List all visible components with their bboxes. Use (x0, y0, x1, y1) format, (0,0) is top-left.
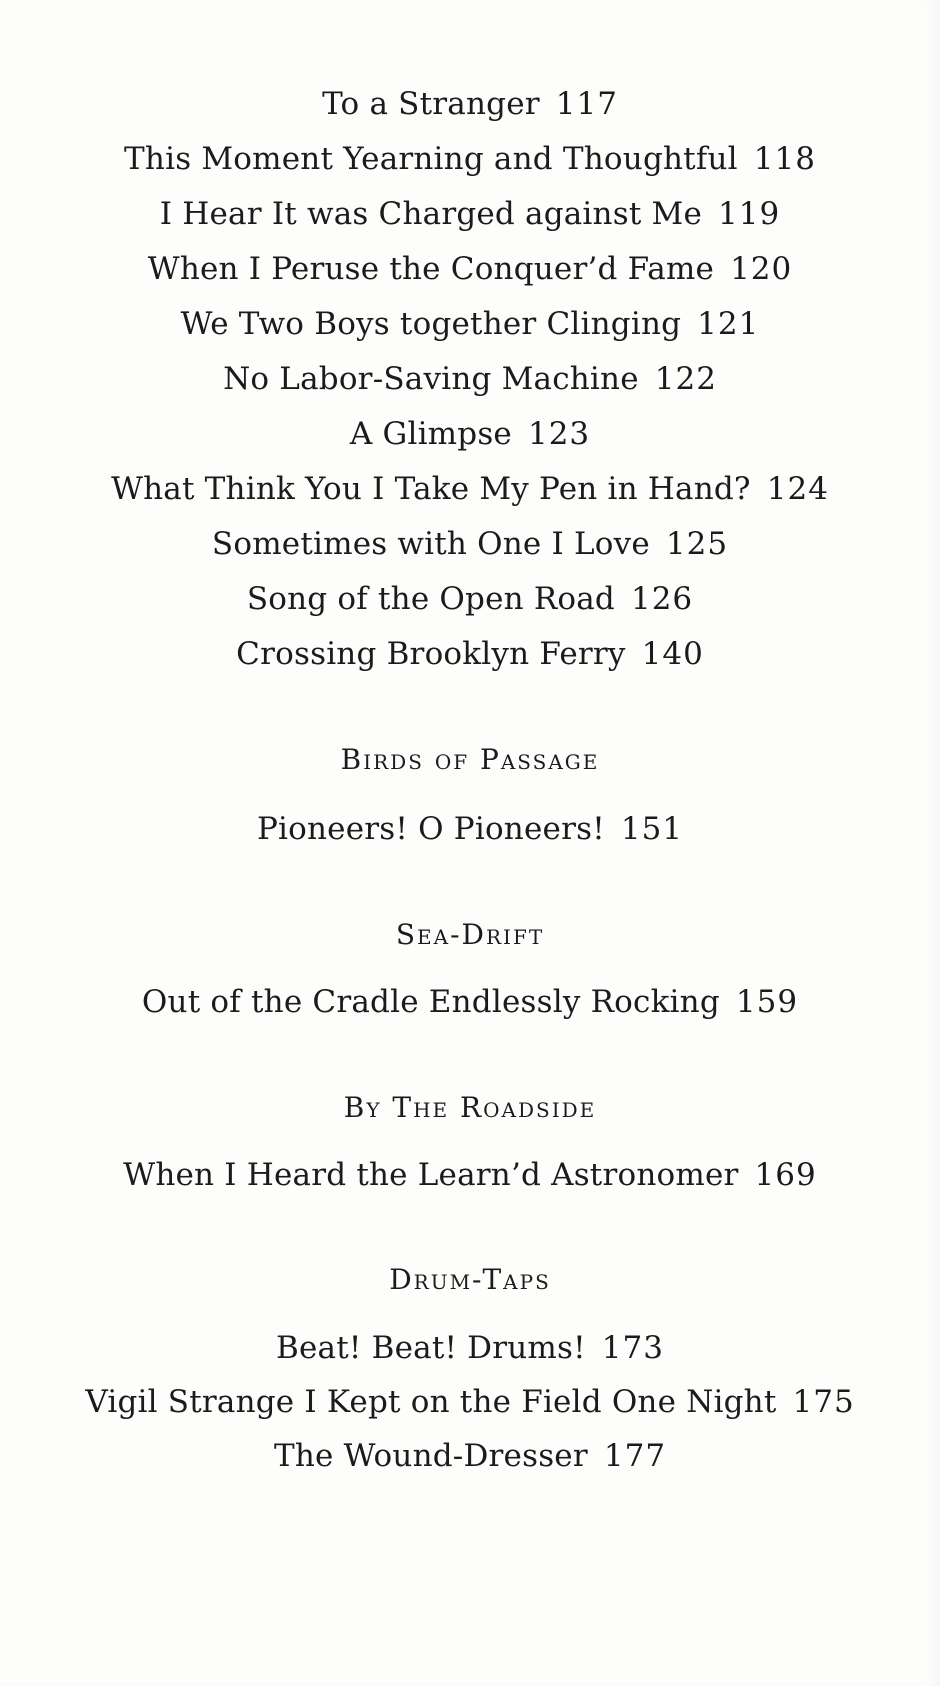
toc-entry (0, 1382, 940, 1422)
toc-entry-page: 121 (697, 306, 760, 342)
toc-entry (0, 1436, 940, 1476)
toc-entry (0, 249, 940, 289)
toc-entry-page: 124 (766, 471, 829, 507)
toc-entry (0, 634, 940, 674)
section-heading: By The Roadside (343, 1091, 597, 1124)
toc-entry-title: Crossing Brooklyn Ferry (236, 636, 626, 672)
toc-entry (0, 194, 940, 234)
toc-entry (0, 359, 940, 399)
toc-entry-page: 126 (630, 581, 694, 617)
toc-entry-title: A Glimpse (349, 416, 512, 452)
toc-entry (0, 982, 940, 1022)
toc-entry-page: 118 (753, 141, 816, 177)
toc-entry-page: 140 (641, 636, 704, 672)
section-heading: Birds of Passage (340, 743, 600, 776)
toc-entry-title: I Hear It was Charged against Me (159, 196, 703, 232)
toc-entry-title: This Moment Yearning and Thoughtful (124, 141, 738, 177)
toc-entry-page: 173 (601, 1330, 664, 1366)
toc-entry-page: 119 (718, 196, 781, 232)
toc-entry (0, 524, 940, 564)
toc-entry-page: 177 (603, 1438, 667, 1474)
toc-entry-page: 123 (527, 416, 591, 452)
section-heading: Drum-Taps (389, 1263, 551, 1296)
toc-entry-title: The Wound-Dresser (273, 1438, 588, 1474)
toc-entry (0, 809, 940, 849)
toc-entry (0, 304, 940, 344)
toc-entry (0, 1155, 940, 1195)
toc-entry-page: 169 (754, 1157, 817, 1193)
toc-entry-page: 117 (555, 86, 618, 122)
toc-entry-title: When I Heard the Learn’d Astronomer (123, 1157, 739, 1193)
toc-entry-title: Song of the Open Road (246, 581, 615, 617)
toc-entry-title: Pioneers! O Pioneers! (256, 811, 605, 847)
toc-entry-title: Out of the Cradle Endlessly Rocking (141, 984, 720, 1020)
toc-entry (0, 469, 940, 509)
toc-entry-page: 151 (620, 811, 684, 847)
toc-entry (0, 414, 940, 454)
section-heading: Sea-Drift (395, 918, 545, 951)
toc-entry (0, 579, 940, 619)
toc-entry-title: What Think You I Take My Pen in Hand? (111, 471, 751, 507)
toc-entry (0, 1328, 940, 1368)
toc-entry-page: 175 (792, 1384, 855, 1420)
toc-entry-title: Sometimes with One I Love (211, 526, 650, 562)
toc-entry (0, 139, 940, 179)
toc-entry-page: 159 (735, 984, 799, 1020)
toc-entry-title: No Labor-Saving Machine (223, 361, 639, 397)
toc-entry-page: 125 (665, 526, 729, 562)
toc-entry-page: 120 (730, 251, 793, 287)
toc-entry-title: Vigil Strange I Kept on the Field One Night (85, 1384, 777, 1420)
toc-entry-page: 122 (654, 361, 717, 397)
toc-entry-title: When I Peruse the Conquer’d Fame (147, 251, 715, 287)
toc-entry (0, 84, 940, 124)
toc-entry-title: We Two Boys together Clinging (180, 306, 682, 342)
toc-entry-title: Beat! Beat! Drums! (276, 1330, 586, 1366)
toc-entry-title: To a Stranger (322, 86, 540, 122)
